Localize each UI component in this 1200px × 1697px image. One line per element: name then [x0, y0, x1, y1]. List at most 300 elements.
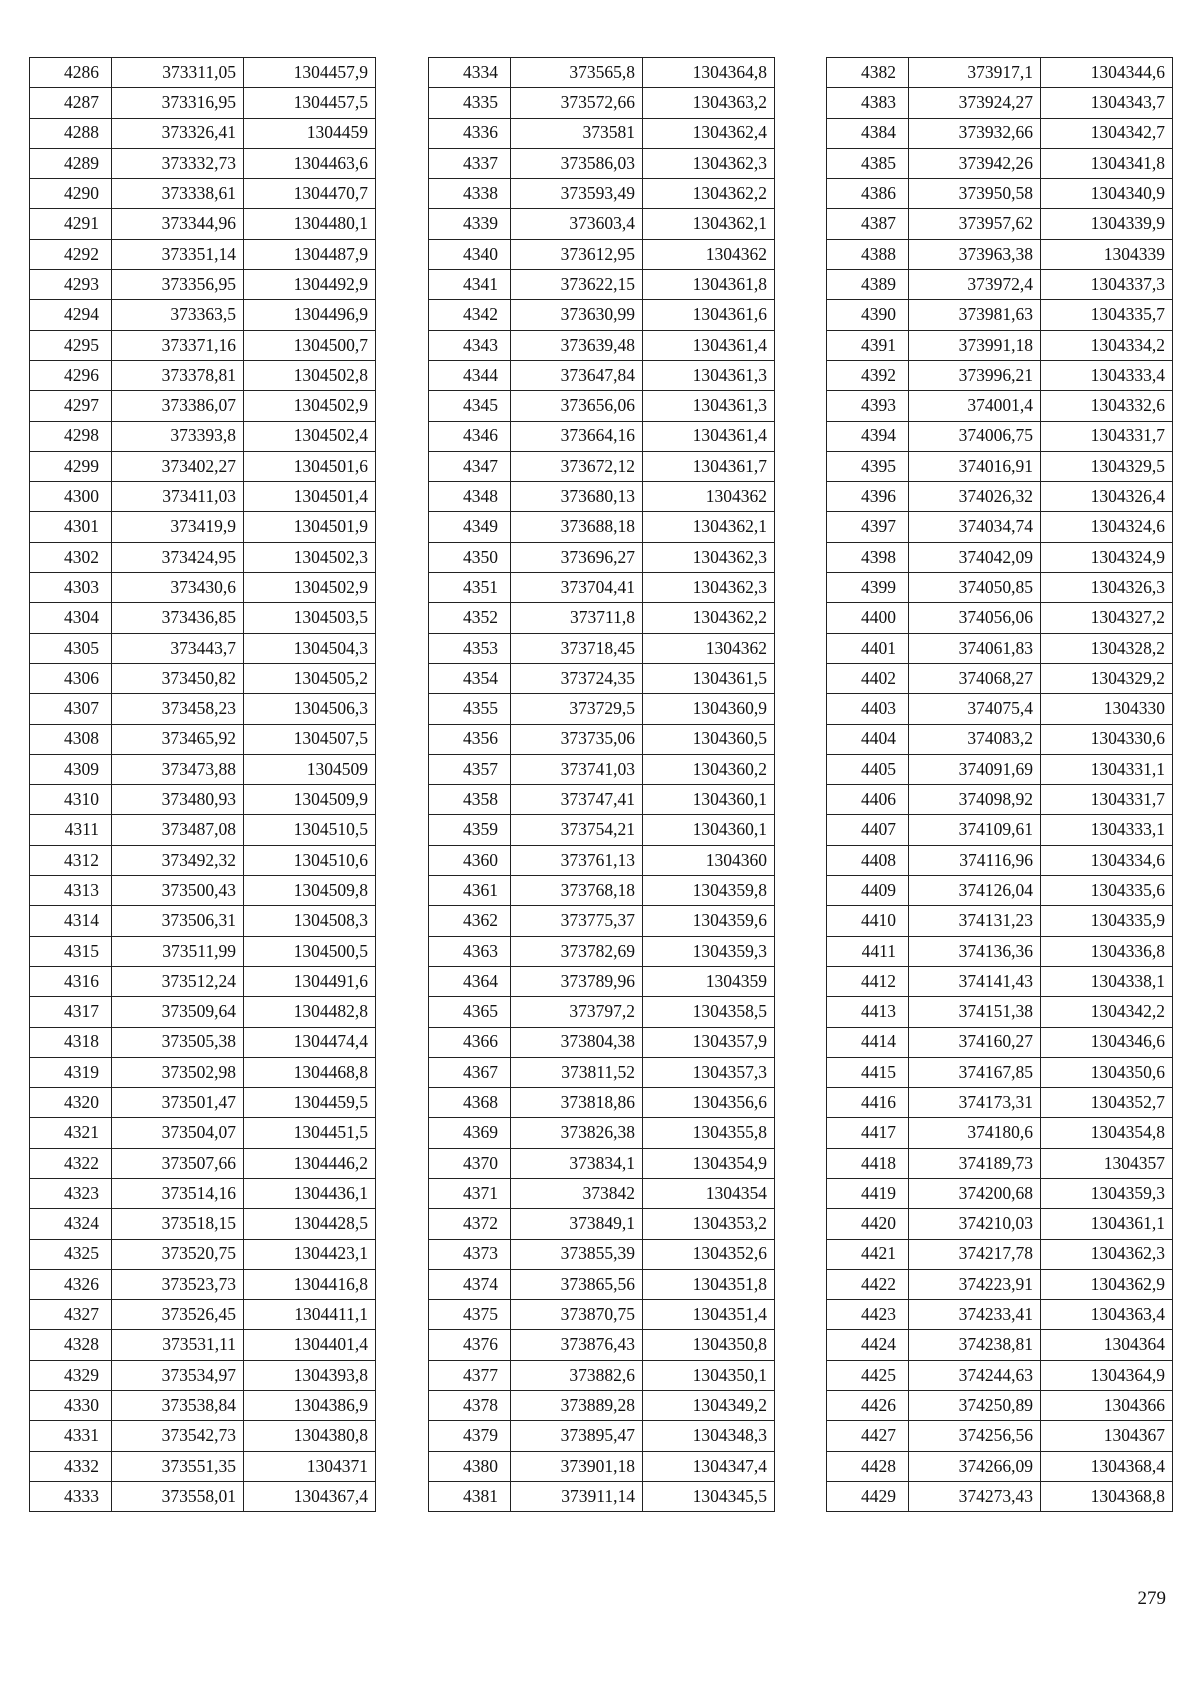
- point-number-cell: 4419: [827, 1178, 909, 1208]
- y-coordinate-cell: 1304329,2: [1041, 663, 1173, 693]
- point-number-cell: 4393: [827, 391, 909, 421]
- y-coordinate-cell: 1304463,6: [244, 148, 376, 178]
- x-coordinate-cell: 373789,96: [511, 966, 643, 996]
- x-coordinate-cell: 373480,93: [112, 785, 244, 815]
- y-coordinate-cell: 1304350,1: [643, 1360, 775, 1390]
- point-number-cell: 4342: [429, 300, 511, 330]
- table-row: [30, 300, 376, 330]
- point-number-cell: 4425: [827, 1360, 909, 1390]
- table-row: [30, 270, 376, 300]
- table-row: [30, 1421, 376, 1451]
- table-row: [429, 209, 775, 239]
- table-row: [429, 482, 775, 512]
- y-coordinate-cell: 1304509: [244, 754, 376, 784]
- x-coordinate-cell: 374238,81: [909, 1330, 1041, 1360]
- y-coordinate-cell: 1304436,1: [244, 1178, 376, 1208]
- table-row: [827, 876, 1173, 906]
- table-row: [429, 421, 775, 451]
- point-number-cell: 4294: [30, 300, 112, 330]
- x-coordinate-cell: 374180,6: [909, 1118, 1041, 1148]
- x-coordinate-cell: 373520,75: [112, 1239, 244, 1269]
- table-row: [429, 573, 775, 603]
- x-coordinate-cell: 373593,49: [511, 179, 643, 209]
- point-number-cell: 4297: [30, 391, 112, 421]
- table-row: [429, 1269, 775, 1299]
- x-coordinate-cell: 373950,58: [909, 179, 1041, 209]
- point-number-cell: 4311: [30, 815, 112, 845]
- x-coordinate-cell: 373509,64: [112, 997, 244, 1027]
- y-coordinate-cell: 1304347,4: [643, 1451, 775, 1481]
- point-number-cell: 4302: [30, 542, 112, 572]
- x-coordinate-cell: 373797,2: [511, 997, 643, 1027]
- y-coordinate-cell: 1304341,8: [1041, 148, 1173, 178]
- table-row: [30, 1118, 376, 1148]
- point-number-cell: 4400: [827, 603, 909, 633]
- table-row: [30, 1391, 376, 1421]
- y-coordinate-cell: 1304362,1: [643, 209, 775, 239]
- x-coordinate-cell: 373612,95: [511, 239, 643, 269]
- x-coordinate-cell: 373688,18: [511, 512, 643, 542]
- x-coordinate-cell: 373542,73: [112, 1421, 244, 1451]
- point-number-cell: 4360: [429, 845, 511, 875]
- table-row: [30, 906, 376, 936]
- x-coordinate-cell: 374083,2: [909, 724, 1041, 754]
- x-coordinate-cell: 374050,85: [909, 573, 1041, 603]
- table-row: [429, 300, 775, 330]
- y-coordinate-cell: 1304411,1: [244, 1300, 376, 1330]
- point-number-cell: 4389: [827, 270, 909, 300]
- table-row: [827, 1057, 1173, 1087]
- y-coordinate-cell: 1304468,8: [244, 1057, 376, 1087]
- y-coordinate-cell: 1304508,3: [244, 906, 376, 936]
- y-coordinate-cell: 1304366: [1041, 1391, 1173, 1421]
- point-number-cell: 4374: [429, 1269, 511, 1299]
- table-row: [429, 330, 775, 360]
- y-coordinate-cell: 1304346,6: [1041, 1027, 1173, 1057]
- point-number-cell: 4322: [30, 1148, 112, 1178]
- table-row: [827, 1360, 1173, 1390]
- table-row: [429, 391, 775, 421]
- point-number-cell: 4427: [827, 1421, 909, 1451]
- x-coordinate-cell: 373344,96: [112, 209, 244, 239]
- table-row: [30, 421, 376, 451]
- table-row: [827, 300, 1173, 330]
- table-row: [30, 603, 376, 633]
- point-number-cell: 4356: [429, 724, 511, 754]
- table-row: [30, 845, 376, 875]
- y-coordinate-cell: 1304364,8: [643, 58, 775, 88]
- table-row: [827, 451, 1173, 481]
- point-number-cell: 4375: [429, 1300, 511, 1330]
- table-row: [30, 451, 376, 481]
- table-row: [827, 421, 1173, 451]
- y-coordinate-cell: 1304500,5: [244, 936, 376, 966]
- y-coordinate-cell: 1304326,4: [1041, 482, 1173, 512]
- y-coordinate-cell: 1304423,1: [244, 1239, 376, 1269]
- x-coordinate-cell: 373855,39: [511, 1239, 643, 1269]
- y-coordinate-cell: 1304371: [244, 1451, 376, 1481]
- y-coordinate-cell: 1304333,1: [1041, 815, 1173, 845]
- y-coordinate-cell: 1304361,3: [643, 360, 775, 390]
- x-coordinate-cell: 373450,82: [112, 663, 244, 693]
- x-coordinate-cell: 374173,31: [909, 1088, 1041, 1118]
- point-number-cell: 4394: [827, 421, 909, 451]
- x-coordinate-cell: 373870,75: [511, 1300, 643, 1330]
- table-row: [429, 997, 775, 1027]
- table-row: [827, 542, 1173, 572]
- y-coordinate-cell: 1304509,8: [244, 876, 376, 906]
- y-coordinate-cell: 1304502,8: [244, 360, 376, 390]
- x-coordinate-cell: 373917,1: [909, 58, 1041, 88]
- x-coordinate-cell: 374210,03: [909, 1209, 1041, 1239]
- y-coordinate-cell: 1304334,2: [1041, 330, 1173, 360]
- x-coordinate-cell: 373826,38: [511, 1118, 643, 1148]
- y-coordinate-cell: 1304354,9: [643, 1148, 775, 1178]
- x-coordinate-cell: 373981,63: [909, 300, 1041, 330]
- y-coordinate-cell: 1304451,5: [244, 1118, 376, 1148]
- y-coordinate-cell: 1304401,4: [244, 1330, 376, 1360]
- point-number-cell: 4364: [429, 966, 511, 996]
- x-coordinate-cell: 373804,38: [511, 1027, 643, 1057]
- y-coordinate-cell: 1304359,6: [643, 906, 775, 936]
- x-coordinate-cell: 373514,16: [112, 1178, 244, 1208]
- y-coordinate-cell: 1304344,6: [1041, 58, 1173, 88]
- point-number-cell: 4331: [30, 1421, 112, 1451]
- x-coordinate-cell: 373419,9: [112, 512, 244, 542]
- y-coordinate-cell: 1304361,4: [643, 421, 775, 451]
- y-coordinate-cell: 1304364: [1041, 1330, 1173, 1360]
- x-coordinate-cell: 373942,26: [909, 148, 1041, 178]
- x-coordinate-cell: 374116,96: [909, 845, 1041, 875]
- x-coordinate-cell: 373386,07: [112, 391, 244, 421]
- x-coordinate-cell: 373972,4: [909, 270, 1041, 300]
- x-coordinate-cell: 373424,95: [112, 542, 244, 572]
- x-coordinate-cell: 373622,15: [511, 270, 643, 300]
- y-coordinate-cell: 1304491,6: [244, 966, 376, 996]
- x-coordinate-cell: 374016,91: [909, 451, 1041, 481]
- table-row: [827, 1451, 1173, 1481]
- x-coordinate-cell: 373696,27: [511, 542, 643, 572]
- x-coordinate-cell: 373924,27: [909, 88, 1041, 118]
- y-coordinate-cell: 1304474,4: [244, 1027, 376, 1057]
- y-coordinate-cell: 1304324,6: [1041, 512, 1173, 542]
- point-number-cell: 4373: [429, 1239, 511, 1269]
- table-row: [30, 1451, 376, 1481]
- y-coordinate-cell: 1304338,1: [1041, 966, 1173, 996]
- x-coordinate-cell: 373565,8: [511, 58, 643, 88]
- table-row: [827, 1300, 1173, 1330]
- point-number-cell: 4310: [30, 785, 112, 815]
- table-row: [827, 1330, 1173, 1360]
- y-coordinate-cell: 1304496,9: [244, 300, 376, 330]
- table-row: [429, 754, 775, 784]
- table-row: [429, 360, 775, 390]
- table-row: [429, 179, 775, 209]
- point-number-cell: 4359: [429, 815, 511, 845]
- y-coordinate-cell: 1304339: [1041, 239, 1173, 269]
- point-number-cell: 4312: [30, 845, 112, 875]
- x-coordinate-cell: 374131,23: [909, 906, 1041, 936]
- x-coordinate-cell: 374034,74: [909, 512, 1041, 542]
- table-row: [827, 754, 1173, 784]
- point-number-cell: 4306: [30, 663, 112, 693]
- y-coordinate-cell: 1304336,8: [1041, 936, 1173, 966]
- table-row: [827, 512, 1173, 542]
- x-coordinate-cell: 373487,08: [112, 815, 244, 845]
- point-number-cell: 4392: [827, 360, 909, 390]
- point-number-cell: 4341: [429, 270, 511, 300]
- point-number-cell: 4377: [429, 1360, 511, 1390]
- x-coordinate-cell: 374189,73: [909, 1148, 1041, 1178]
- point-number-cell: 4382: [827, 58, 909, 88]
- table-row: [827, 997, 1173, 1027]
- y-coordinate-cell: 1304343,7: [1041, 88, 1173, 118]
- table-row: [827, 88, 1173, 118]
- point-number-cell: 4395: [827, 451, 909, 481]
- point-number-cell: 4300: [30, 482, 112, 512]
- table-row: [429, 1088, 775, 1118]
- x-coordinate-cell: 373895,47: [511, 1421, 643, 1451]
- point-number-cell: 4319: [30, 1057, 112, 1087]
- point-number-cell: 4397: [827, 512, 909, 542]
- point-number-cell: 4402: [827, 663, 909, 693]
- point-number-cell: 4376: [429, 1330, 511, 1360]
- y-coordinate-cell: 1304327,2: [1041, 603, 1173, 633]
- y-coordinate-cell: 1304359,8: [643, 876, 775, 906]
- point-number-cell: 4304: [30, 603, 112, 633]
- x-coordinate-cell: 373963,38: [909, 239, 1041, 269]
- table-row: [827, 482, 1173, 512]
- y-coordinate-cell: 1304331,7: [1041, 785, 1173, 815]
- y-coordinate-cell: 1304333,4: [1041, 360, 1173, 390]
- table-row: [30, 754, 376, 784]
- x-coordinate-cell: 374160,27: [909, 1027, 1041, 1057]
- x-coordinate-cell: 374098,92: [909, 785, 1041, 815]
- x-coordinate-cell: 373332,73: [112, 148, 244, 178]
- y-coordinate-cell: 1304368,4: [1041, 1451, 1173, 1481]
- table-row: [429, 1451, 775, 1481]
- x-coordinate-cell: 373664,16: [511, 421, 643, 451]
- table-row: [30, 330, 376, 360]
- x-coordinate-cell: 373430,6: [112, 573, 244, 603]
- y-coordinate-cell: 1304393,8: [244, 1360, 376, 1390]
- point-number-cell: 4362: [429, 906, 511, 936]
- table-row: [429, 1300, 775, 1330]
- point-number-cell: 4369: [429, 1118, 511, 1148]
- x-coordinate-cell: 373768,18: [511, 876, 643, 906]
- x-coordinate-cell: 373356,95: [112, 270, 244, 300]
- y-coordinate-cell: 1304362,3: [643, 573, 775, 603]
- x-coordinate-cell: 374244,63: [909, 1360, 1041, 1390]
- table-row: [827, 633, 1173, 663]
- y-coordinate-cell: 1304359,3: [1041, 1178, 1173, 1208]
- point-number-cell: 4412: [827, 966, 909, 996]
- point-number-cell: 4410: [827, 906, 909, 936]
- point-number-cell: 4314: [30, 906, 112, 936]
- y-coordinate-cell: 1304487,9: [244, 239, 376, 269]
- x-coordinate-cell: 373351,14: [112, 239, 244, 269]
- point-number-cell: 4428: [827, 1451, 909, 1481]
- table-row: [429, 1118, 775, 1148]
- point-number-cell: 4421: [827, 1239, 909, 1269]
- y-coordinate-cell: 1304504,3: [244, 633, 376, 663]
- table-row: [827, 845, 1173, 875]
- y-coordinate-cell: 1304326,3: [1041, 573, 1173, 603]
- point-number-cell: 4351: [429, 573, 511, 603]
- table-row: [30, 360, 376, 390]
- point-number-cell: 4286: [30, 58, 112, 88]
- x-coordinate-cell: 373630,99: [511, 300, 643, 330]
- y-coordinate-cell: 1304470,7: [244, 179, 376, 209]
- table-row: [30, 1360, 376, 1390]
- y-coordinate-cell: 1304348,3: [643, 1421, 775, 1451]
- table-row: [30, 512, 376, 542]
- x-coordinate-cell: 373311,05: [112, 58, 244, 88]
- x-coordinate-cell: 373538,84: [112, 1391, 244, 1421]
- x-coordinate-cell: 373882,6: [511, 1360, 643, 1390]
- x-coordinate-cell: 373647,84: [511, 360, 643, 390]
- table-row: [429, 1391, 775, 1421]
- y-coordinate-cell: 1304446,2: [244, 1148, 376, 1178]
- point-number-cell: 4309: [30, 754, 112, 784]
- y-coordinate-cell: 1304351,8: [643, 1269, 775, 1299]
- point-number-cell: 4325: [30, 1239, 112, 1269]
- y-coordinate-cell: 1304361,3: [643, 391, 775, 421]
- point-number-cell: 4417: [827, 1118, 909, 1148]
- x-coordinate-cell: 373411,03: [112, 482, 244, 512]
- x-coordinate-cell: 374266,09: [909, 1451, 1041, 1481]
- table-row: [827, 966, 1173, 996]
- table-row: [827, 815, 1173, 845]
- y-coordinate-cell: 1304349,2: [643, 1391, 775, 1421]
- point-number-cell: 4337: [429, 148, 511, 178]
- point-number-cell: 4347: [429, 451, 511, 481]
- point-number-cell: 4291: [30, 209, 112, 239]
- y-coordinate-cell: 1304361,6: [643, 300, 775, 330]
- table-row: [30, 239, 376, 269]
- point-number-cell: 4295: [30, 330, 112, 360]
- point-number-cell: 4384: [827, 118, 909, 148]
- x-coordinate-cell: 374056,06: [909, 603, 1041, 633]
- table-row: [429, 1209, 775, 1239]
- x-coordinate-cell: 374233,41: [909, 1300, 1041, 1330]
- table-row: [30, 542, 376, 572]
- x-coordinate-cell: 373581: [511, 118, 643, 148]
- point-number-cell: 4345: [429, 391, 511, 421]
- y-coordinate-cell: 1304351,4: [643, 1300, 775, 1330]
- y-coordinate-cell: 1304340,9: [1041, 179, 1173, 209]
- table-row: [827, 1269, 1173, 1299]
- y-coordinate-cell: 1304502,9: [244, 573, 376, 603]
- table-row: [827, 1481, 1173, 1511]
- y-coordinate-cell: 1304361,8: [643, 270, 775, 300]
- table-row: [827, 1239, 1173, 1269]
- y-coordinate-cell: 1304416,8: [244, 1269, 376, 1299]
- y-coordinate-cell: 1304342,2: [1041, 997, 1173, 1027]
- y-coordinate-cell: 1304507,5: [244, 724, 376, 754]
- y-coordinate-cell: 1304360,9: [643, 694, 775, 724]
- table-row: [30, 58, 376, 88]
- point-number-cell: 4293: [30, 270, 112, 300]
- table-row: [30, 1239, 376, 1269]
- x-coordinate-cell: 373363,5: [112, 300, 244, 330]
- y-coordinate-cell: 1304367,4: [244, 1481, 376, 1511]
- table-row: [30, 876, 376, 906]
- table-row: [429, 876, 775, 906]
- table-row: [30, 1330, 376, 1360]
- table-row: [827, 209, 1173, 239]
- table-row: [30, 1481, 376, 1511]
- x-coordinate-cell: 373523,73: [112, 1269, 244, 1299]
- table-row: [30, 966, 376, 996]
- table-row: [30, 1057, 376, 1087]
- x-coordinate-cell: 373531,11: [112, 1330, 244, 1360]
- x-coordinate-cell: 373586,03: [511, 148, 643, 178]
- table-row: [827, 330, 1173, 360]
- y-coordinate-cell: 1304360,2: [643, 754, 775, 784]
- point-number-cell: 4407: [827, 815, 909, 845]
- x-coordinate-cell: 374217,78: [909, 1239, 1041, 1269]
- x-coordinate-cell: 373718,45: [511, 633, 643, 663]
- point-number-cell: 4378: [429, 1391, 511, 1421]
- y-coordinate-cell: 1304361,7: [643, 451, 775, 481]
- y-coordinate-cell: 1304335,7: [1041, 300, 1173, 330]
- y-coordinate-cell: 1304502,4: [244, 421, 376, 451]
- point-number-cell: 4338: [429, 179, 511, 209]
- point-number-cell: 4413: [827, 997, 909, 1027]
- point-number-cell: 4368: [429, 1088, 511, 1118]
- y-coordinate-cell: 1304354,8: [1041, 1118, 1173, 1148]
- x-coordinate-cell: 374068,27: [909, 663, 1041, 693]
- x-coordinate-cell: 373876,43: [511, 1330, 643, 1360]
- x-coordinate-cell: 373672,12: [511, 451, 643, 481]
- table-row: [429, 1027, 775, 1057]
- x-coordinate-cell: 373338,61: [112, 179, 244, 209]
- point-number-cell: 4370: [429, 1148, 511, 1178]
- point-number-cell: 4298: [30, 421, 112, 451]
- y-coordinate-cell: 1304359,3: [643, 936, 775, 966]
- y-coordinate-cell: 1304331,1: [1041, 754, 1173, 784]
- point-number-cell: 4406: [827, 785, 909, 815]
- y-coordinate-cell: 1304459,5: [244, 1088, 376, 1118]
- point-number-cell: 4385: [827, 148, 909, 178]
- x-coordinate-cell: 373402,27: [112, 451, 244, 481]
- y-coordinate-cell: 1304357,9: [643, 1027, 775, 1057]
- point-number-cell: 4422: [827, 1269, 909, 1299]
- table-row: [827, 694, 1173, 724]
- y-coordinate-cell: 1304501,9: [244, 512, 376, 542]
- y-coordinate-cell: 1304329,5: [1041, 451, 1173, 481]
- table-row: [429, 1421, 775, 1451]
- x-coordinate-cell: 373473,88: [112, 754, 244, 784]
- point-number-cell: 4390: [827, 300, 909, 330]
- point-number-cell: 4303: [30, 573, 112, 603]
- y-coordinate-cell: 1304334,6: [1041, 845, 1173, 875]
- table-row: [30, 1300, 376, 1330]
- table-row: [827, 785, 1173, 815]
- table-row: [827, 1118, 1173, 1148]
- table-row: [827, 724, 1173, 754]
- y-coordinate-cell: 1304352,7: [1041, 1088, 1173, 1118]
- point-number-cell: 4367: [429, 1057, 511, 1087]
- x-coordinate-cell: 373316,95: [112, 88, 244, 118]
- y-coordinate-cell: 1304362: [643, 482, 775, 512]
- point-number-cell: 4330: [30, 1391, 112, 1421]
- table-row: [30, 1027, 376, 1057]
- point-number-cell: 4383: [827, 88, 909, 118]
- x-coordinate-cell: 374167,85: [909, 1057, 1041, 1087]
- x-coordinate-cell: 373393,8: [112, 421, 244, 451]
